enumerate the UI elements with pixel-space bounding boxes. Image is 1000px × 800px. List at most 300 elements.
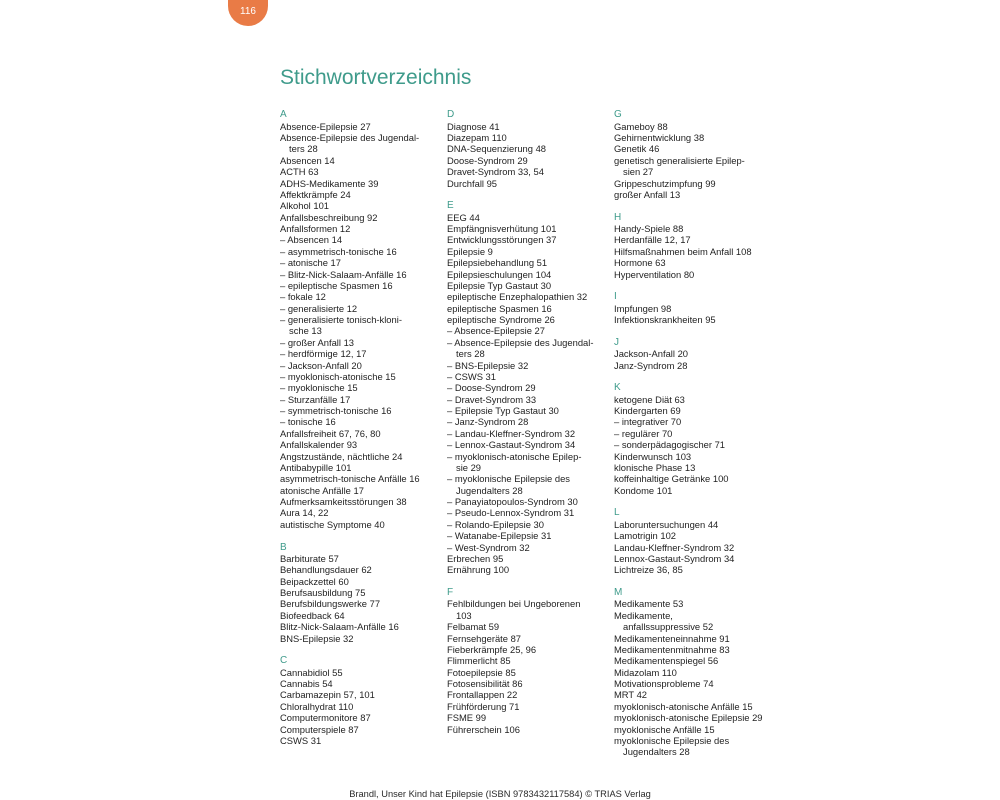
index-entry xyxy=(447,155,613,166)
index-entry xyxy=(614,633,780,644)
entry-line: Diazepam 110 xyxy=(447,132,507,144)
index-section-f xyxy=(447,587,613,735)
entry-continuation-line: ters 28 xyxy=(289,143,318,155)
entry-line: epileptische Spasmen 16 xyxy=(447,302,552,314)
index-entry xyxy=(280,200,446,211)
entry-line: Computerspiele 87 xyxy=(280,723,359,735)
index-entry xyxy=(447,291,613,302)
index-entry xyxy=(280,121,446,132)
entry-line: Alkohol 101 xyxy=(280,200,329,212)
page-footer: Brandl, Unser Kind hat Epilepsie (ISBN 9783432117584) © TRIAS Verlag xyxy=(349,789,651,799)
entry-continuation-line: anfallssuppressive 52 xyxy=(623,621,714,633)
index-entry xyxy=(447,689,613,700)
entry-line: Genetik 46 xyxy=(614,143,660,155)
index-entry xyxy=(614,178,780,189)
entry-line: DNA-Sequenzierung 48 xyxy=(447,143,547,155)
index-entry xyxy=(614,542,780,553)
entry-line: – integrativer 70 xyxy=(614,416,682,428)
entry-line: myoklonisch-atonische Anfälle 15 xyxy=(614,700,753,712)
index-entry xyxy=(614,394,780,405)
entry-line: Kondome 101 xyxy=(614,484,673,496)
index-entry xyxy=(447,143,613,154)
index-subentry xyxy=(280,280,446,291)
index-entry xyxy=(280,553,446,564)
entry-line: – Dravet-Syndrom 33 xyxy=(447,393,537,405)
index-entry xyxy=(614,610,780,633)
index-subentry xyxy=(280,234,446,245)
entry-line: asymmetrisch-tonische Anfälle 16 xyxy=(280,473,420,485)
entry-line: Cannabis 54 xyxy=(280,678,333,690)
index-entry xyxy=(280,166,446,177)
index-entry xyxy=(447,246,613,257)
index-entry xyxy=(280,667,446,678)
entry-line: Ernährung 100 xyxy=(447,564,510,576)
entry-line: Fotosensibilität 86 xyxy=(447,678,523,690)
index-entry xyxy=(614,473,780,484)
section-letter: M xyxy=(614,587,623,599)
entry-line: Diagnose 41 xyxy=(447,120,500,132)
entry-line: Epilepsie 9 xyxy=(447,245,493,257)
entry-line: myoklonische Epilepsie des xyxy=(614,734,730,746)
index-entry xyxy=(447,553,613,564)
index-section-j xyxy=(614,337,780,371)
index-section-d xyxy=(447,109,613,189)
entry-line: Herdanfälle 12, 17 xyxy=(614,234,691,246)
index-entry xyxy=(614,519,780,530)
index-entry xyxy=(447,223,613,234)
index-subentry xyxy=(280,303,446,314)
entry-line: – Watanabe-Epilepsie 31 xyxy=(447,530,552,542)
entry-line: Epilepsiebehandlung 51 xyxy=(447,257,548,269)
entry-continuation-line: sie 29 xyxy=(456,461,482,473)
entry-line: Aura 14, 22 xyxy=(280,507,329,519)
index-entry xyxy=(614,462,780,473)
index-entry xyxy=(280,689,446,700)
entry-line: – fokale 12 xyxy=(280,291,326,303)
index-entry xyxy=(614,689,780,700)
entry-continuation-line: sche 13 xyxy=(289,325,322,337)
index-subentry xyxy=(447,542,613,553)
index-entry xyxy=(280,610,446,621)
index-subentry xyxy=(280,269,446,280)
section-letter: I xyxy=(614,291,617,303)
entry-line: Beipackzettel 60 xyxy=(280,575,349,587)
entry-line: – Pseudo-Lennox-Syndrom 31 xyxy=(447,507,575,519)
entry-line: Medikamente 53 xyxy=(614,598,684,610)
index-subentry xyxy=(280,371,446,382)
index-entry xyxy=(280,519,446,530)
index-subentry xyxy=(280,360,446,371)
entry-line: Medikamentenmitnahme 83 xyxy=(614,643,730,655)
entry-line: Fehlbildungen bei Ungeborenen xyxy=(447,598,581,610)
index-section-l xyxy=(614,507,780,575)
entry-line: – Jackson-Anfall 20 xyxy=(280,359,362,371)
index-subentry xyxy=(447,394,613,405)
entry-line: Gameboy 88 xyxy=(614,120,668,132)
index-entry xyxy=(614,155,780,178)
index-subentry xyxy=(447,360,613,371)
entry-line: – West-Syndrom 32 xyxy=(447,541,530,553)
entry-line: Aufmerksamkeitsstörungen 38 xyxy=(280,496,407,508)
entry-line: Motivationsprobleme 74 xyxy=(614,678,714,690)
entry-line: Lennox-Gastaut-Syndrom 34 xyxy=(614,552,735,564)
index-section-c xyxy=(280,655,446,746)
index-section-m xyxy=(614,587,780,758)
entry-line: ketogene Diät 63 xyxy=(614,393,685,405)
index-section-i xyxy=(614,291,780,325)
index-entry xyxy=(614,360,780,371)
index-entry xyxy=(614,564,780,575)
entry-line: Hyperventilation 80 xyxy=(614,268,695,280)
entry-line: – Sturzanfälle 17 xyxy=(280,393,351,405)
section-letter: G xyxy=(614,109,622,121)
entry-line: Anfallsfreiheit 67, 76, 80 xyxy=(280,427,381,439)
index-entry xyxy=(280,598,446,609)
entry-line: autistische Symptome 40 xyxy=(280,518,385,530)
section-letter: H xyxy=(614,211,622,223)
index-subentry xyxy=(614,428,780,439)
index-entry xyxy=(447,598,613,621)
index-entry xyxy=(280,462,446,473)
entry-continuation-line: ters 28 xyxy=(456,348,485,360)
entry-line: Infektionskrankheiten 95 xyxy=(614,314,716,326)
index-entry xyxy=(280,178,446,189)
index-column xyxy=(614,109,780,757)
index-subentry xyxy=(447,473,613,496)
entry-line: Landau-Kleffner-Syndrom 32 xyxy=(614,541,735,553)
index-subentry xyxy=(447,416,613,427)
entry-line: Anfallskalender 93 xyxy=(280,439,358,451)
section-letter: J xyxy=(614,336,619,348)
entry-line: Frontallappen 22 xyxy=(447,689,518,701)
entry-line: – Landau-Kleffner-Syndrom 32 xyxy=(447,427,576,439)
entry-line: Anfallsbeschreibung 92 xyxy=(280,211,378,223)
index-entry xyxy=(614,667,780,678)
index-column xyxy=(447,109,613,735)
entry-line: Blitz-Nick-Salaam-Anfälle 16 xyxy=(280,621,399,633)
index-entry xyxy=(447,564,613,575)
entry-line: Handy-Spiele 88 xyxy=(614,223,684,235)
entry-line: Midazolam 110 xyxy=(614,666,677,678)
index-entry xyxy=(614,405,780,416)
index-subentry xyxy=(280,257,446,268)
entry-continuation-line: sien 27 xyxy=(623,166,654,178)
index-entry xyxy=(614,678,780,689)
index-entry xyxy=(614,189,780,200)
index-entry xyxy=(280,439,446,450)
entry-line: – Doose-Syndrom 29 xyxy=(447,382,536,394)
index-section-a xyxy=(280,109,446,530)
entry-line: Laboruntersuchungen 44 xyxy=(614,518,719,530)
entry-line: Berufsbildungswerke 77 xyxy=(280,598,381,610)
index-subentry xyxy=(280,416,446,427)
entry-line: – generalisierte 12 xyxy=(280,302,358,314)
index-entry xyxy=(447,724,613,735)
entry-line: – Blitz-Nick-Salaam-Anfälle 16 xyxy=(280,268,407,280)
entry-line: – asymmetrisch-tonische 16 xyxy=(280,245,397,257)
index-subentry xyxy=(280,291,446,302)
index-entry xyxy=(614,735,780,758)
index-subentry xyxy=(280,405,446,416)
entry-line: – myoklonisch-atonische 15 xyxy=(280,370,396,382)
entry-line: Biofeedback 64 xyxy=(280,609,345,621)
entry-line: Epilepsie Typ Gastaut 30 xyxy=(447,279,552,291)
index-subentry xyxy=(280,348,446,359)
index-entry xyxy=(614,724,780,735)
entry-line: genetisch generalisierte Epilep- xyxy=(614,154,745,166)
entry-line: Affektkrämpfe 24 xyxy=(280,188,351,200)
entry-line: Antibabypille 101 xyxy=(280,461,352,473)
index-entry xyxy=(614,143,780,154)
entry-line: Medikamenteneinnahme 91 xyxy=(614,632,730,644)
index-entry xyxy=(280,701,446,712)
index-subentry xyxy=(447,496,613,507)
entry-line: Entwicklungsstörungen 37 xyxy=(447,234,557,246)
entry-line: Jackson-Anfall 20 xyxy=(614,348,688,360)
entry-line: – generalisierte tonisch-kloni- xyxy=(280,314,402,326)
entry-line: Barbiturate 57 xyxy=(280,552,339,564)
index-subentry xyxy=(280,394,446,405)
entry-line: – tonische 16 xyxy=(280,416,336,428)
entry-line: CSWS 31 xyxy=(280,734,322,746)
entry-line: – Rolando-Epilepsie 30 xyxy=(447,518,544,530)
index-entry xyxy=(280,564,446,575)
entry-line: Führerschein 106 xyxy=(447,723,520,735)
entry-continuation-line: Jugendalters 28 xyxy=(456,484,523,496)
index-entry xyxy=(280,212,446,223)
entry-line: – Epilepsie Typ Gastaut 30 xyxy=(447,405,559,417)
index-subentry xyxy=(447,405,613,416)
index-entry xyxy=(614,451,780,462)
entry-line: Behandlungsdauer 62 xyxy=(280,564,372,576)
entry-line: Carbamazepin 57, 101 xyxy=(280,689,375,701)
page-title: Stichwortverzeichnis xyxy=(280,66,472,89)
entry-line: – Panayiatopoulos-Syndrom 30 xyxy=(447,496,578,508)
entry-line: Computermonitore 87 xyxy=(280,712,371,724)
index-entry xyxy=(447,633,613,644)
index-entry xyxy=(614,530,780,541)
index-entry xyxy=(614,598,780,609)
entry-line: BNS-Epilepsie 32 xyxy=(280,632,354,644)
index-entry xyxy=(280,678,446,689)
index-entry xyxy=(614,234,780,245)
index-section-k xyxy=(614,382,780,496)
index-subentry xyxy=(447,382,613,393)
index-subentry xyxy=(447,507,613,518)
index-subentry xyxy=(614,416,780,427)
index-subentry xyxy=(447,530,613,541)
entry-line: Absence-Epilepsie 27 xyxy=(280,120,371,132)
section-letter: L xyxy=(614,507,620,519)
index-entry xyxy=(614,644,780,655)
index-entry xyxy=(280,712,446,723)
index-entry xyxy=(614,257,780,268)
entry-line: Doose-Syndrom 29 xyxy=(447,154,528,166)
entry-line: Medikamentenspiegel 56 xyxy=(614,655,719,667)
index-entry xyxy=(614,712,780,723)
entry-line: Fernsehgeräte 87 xyxy=(447,632,522,644)
entry-line: klonische Phase 13 xyxy=(614,461,696,473)
entry-line: Frühförderung 71 xyxy=(447,700,520,712)
index-subentry xyxy=(280,337,446,348)
entry-continuation-line: 103 xyxy=(456,609,472,621)
index-entry xyxy=(447,644,613,655)
entry-line: Gehirnentwicklung 38 xyxy=(614,132,705,144)
index-entry xyxy=(447,712,613,723)
index-entry xyxy=(280,496,446,507)
entry-line: – symmetrisch-tonische 16 xyxy=(280,405,392,417)
section-letter: B xyxy=(280,541,287,553)
entry-line: Epilepsieschulungen 104 xyxy=(447,268,552,280)
index-entry xyxy=(614,655,780,666)
index-entry xyxy=(447,678,613,689)
index-entry xyxy=(447,621,613,632)
index-entry xyxy=(280,576,446,587)
index-entry xyxy=(280,451,446,462)
index-section-b xyxy=(280,542,446,644)
entry-line: Kindergarten 69 xyxy=(614,405,681,417)
entry-line: – CSWS 31 xyxy=(447,370,496,382)
index-subentry xyxy=(447,451,613,474)
entry-line: – atonische 17 xyxy=(280,257,341,269)
entry-line: – BNS-Epilepsie 32 xyxy=(447,359,529,371)
entry-line: Fieberkrämpfe 25, 96 xyxy=(447,643,537,655)
entry-line: – großer Anfall 13 xyxy=(280,336,355,348)
entry-continuation-line: Jugendalters 28 xyxy=(623,746,690,758)
index-entry xyxy=(280,473,446,484)
entry-line: – Absence-Epilepsie 27 xyxy=(447,325,545,337)
index-subentry xyxy=(280,314,446,337)
entry-line: myoklonisch-atonische Epilepsie 29 xyxy=(614,712,763,724)
section-letter: K xyxy=(614,382,621,394)
entry-line: myoklonische Anfälle 15 xyxy=(614,723,715,735)
entry-line: Impfungen 98 xyxy=(614,302,672,314)
section-letter: F xyxy=(447,587,454,599)
entry-line: Kinderwunsch 103 xyxy=(614,450,692,462)
entry-line: Janz-Syndrom 28 xyxy=(614,359,688,371)
index-entry xyxy=(447,655,613,666)
index-subentry xyxy=(280,382,446,393)
index-subentry xyxy=(447,371,613,382)
entry-line: Erbrechen 95 xyxy=(447,552,504,564)
entry-line: Lamotrigin 102 xyxy=(614,530,677,542)
section-letter: E xyxy=(447,200,454,212)
index-entry xyxy=(280,132,446,155)
entry-line: – Janz-Syndrom 28 xyxy=(447,416,529,428)
index-entry xyxy=(280,189,446,200)
section-letter: C xyxy=(280,655,288,667)
index-section-h xyxy=(614,212,780,280)
index-entry xyxy=(614,348,780,359)
index-entry xyxy=(280,724,446,735)
entry-line: EEG 44 xyxy=(447,211,480,223)
entry-line: Cannabidiol 55 xyxy=(280,666,343,678)
index-subentry xyxy=(447,428,613,439)
index-entry xyxy=(280,155,446,166)
index-entry xyxy=(447,667,613,678)
index-entry xyxy=(280,633,446,644)
index-entry xyxy=(614,269,780,280)
index-entry xyxy=(280,621,446,632)
section-letter: A xyxy=(280,109,287,121)
entry-line: Grippeschutzimpfung 99 xyxy=(614,177,716,189)
index-entry xyxy=(447,212,613,223)
entry-line: großer Anfall 13 xyxy=(614,188,681,200)
entry-line: Hormone 63 xyxy=(614,257,666,269)
entry-line: ACTH 63 xyxy=(280,166,319,178)
index-entry xyxy=(447,257,613,268)
entry-line: – myoklonisch-atonische Epilep- xyxy=(447,450,582,462)
index-subentry xyxy=(447,337,613,360)
index-entry xyxy=(447,314,613,325)
entry-line: Hilfsmaßnahmen beim Anfall 108 xyxy=(614,245,752,257)
entry-line: – epileptische Spasmen 16 xyxy=(280,279,393,291)
index-subentry xyxy=(614,439,780,450)
index-entry xyxy=(614,314,780,325)
index-column xyxy=(280,109,446,746)
entry-line: – regulärer 70 xyxy=(614,427,673,439)
entry-line: Durchfall 95 xyxy=(447,177,498,189)
index-entry xyxy=(447,303,613,314)
index-entry xyxy=(614,132,780,143)
index-entry xyxy=(447,280,613,291)
entry-line: – myoklonische 15 xyxy=(280,382,358,394)
index-entry xyxy=(447,701,613,712)
index-subentry xyxy=(447,325,613,336)
entry-line: Fotoepilepsie 85 xyxy=(447,666,516,678)
entry-line: FSME 99 xyxy=(447,712,487,724)
index-entry xyxy=(447,269,613,280)
entry-line: ADHS-Medikamente 39 xyxy=(280,177,379,189)
entry-line: Felbamat 59 xyxy=(447,621,500,633)
index-subentry xyxy=(447,519,613,530)
entry-line: Absence-Epilepsie des Jugendal- xyxy=(280,132,420,144)
index-entry xyxy=(447,166,613,177)
index-entry xyxy=(447,234,613,245)
section-letter: D xyxy=(447,109,455,121)
index-entry xyxy=(614,701,780,712)
index-entry xyxy=(447,132,613,143)
entry-line: Flimmerlicht 85 xyxy=(447,655,511,667)
index-entry xyxy=(614,246,780,257)
index-entry xyxy=(280,735,446,746)
entry-line: Lichtreize 36, 85 xyxy=(614,564,683,576)
index-entry xyxy=(280,485,446,496)
entry-line: – myoklonische Epilepsie des xyxy=(447,473,570,485)
index-entry xyxy=(614,303,780,314)
index-entry xyxy=(614,485,780,496)
entry-line: koffeinhaltige Getränke 100 xyxy=(614,473,729,485)
index-subentry xyxy=(280,246,446,257)
entry-line: – Absence-Epilepsie des Jugendal- xyxy=(447,336,594,348)
entry-line: epileptische Syndrome 26 xyxy=(447,314,555,326)
entry-line: atonische Anfälle 17 xyxy=(280,484,364,496)
index-entry xyxy=(280,223,446,234)
entry-line: Absencen 14 xyxy=(280,154,335,166)
entry-line: MRT 42 xyxy=(614,689,647,701)
index-entry xyxy=(280,587,446,598)
index-entry xyxy=(280,507,446,518)
index-entry xyxy=(447,121,613,132)
entry-line: – herdförmige 12, 17 xyxy=(280,348,367,360)
entry-line: – sonderpädagogischer 71 xyxy=(614,439,726,451)
entry-line: Empfängnisverhütung 101 xyxy=(447,223,557,235)
entry-line: Angstzustände, nächtliche 24 xyxy=(280,450,403,462)
entry-line: Dravet-Syndrom 33, 54 xyxy=(447,166,544,178)
index-entry xyxy=(447,178,613,189)
index-entry xyxy=(614,121,780,132)
entry-line: epileptische Enzephalopathien 32 xyxy=(447,291,588,303)
